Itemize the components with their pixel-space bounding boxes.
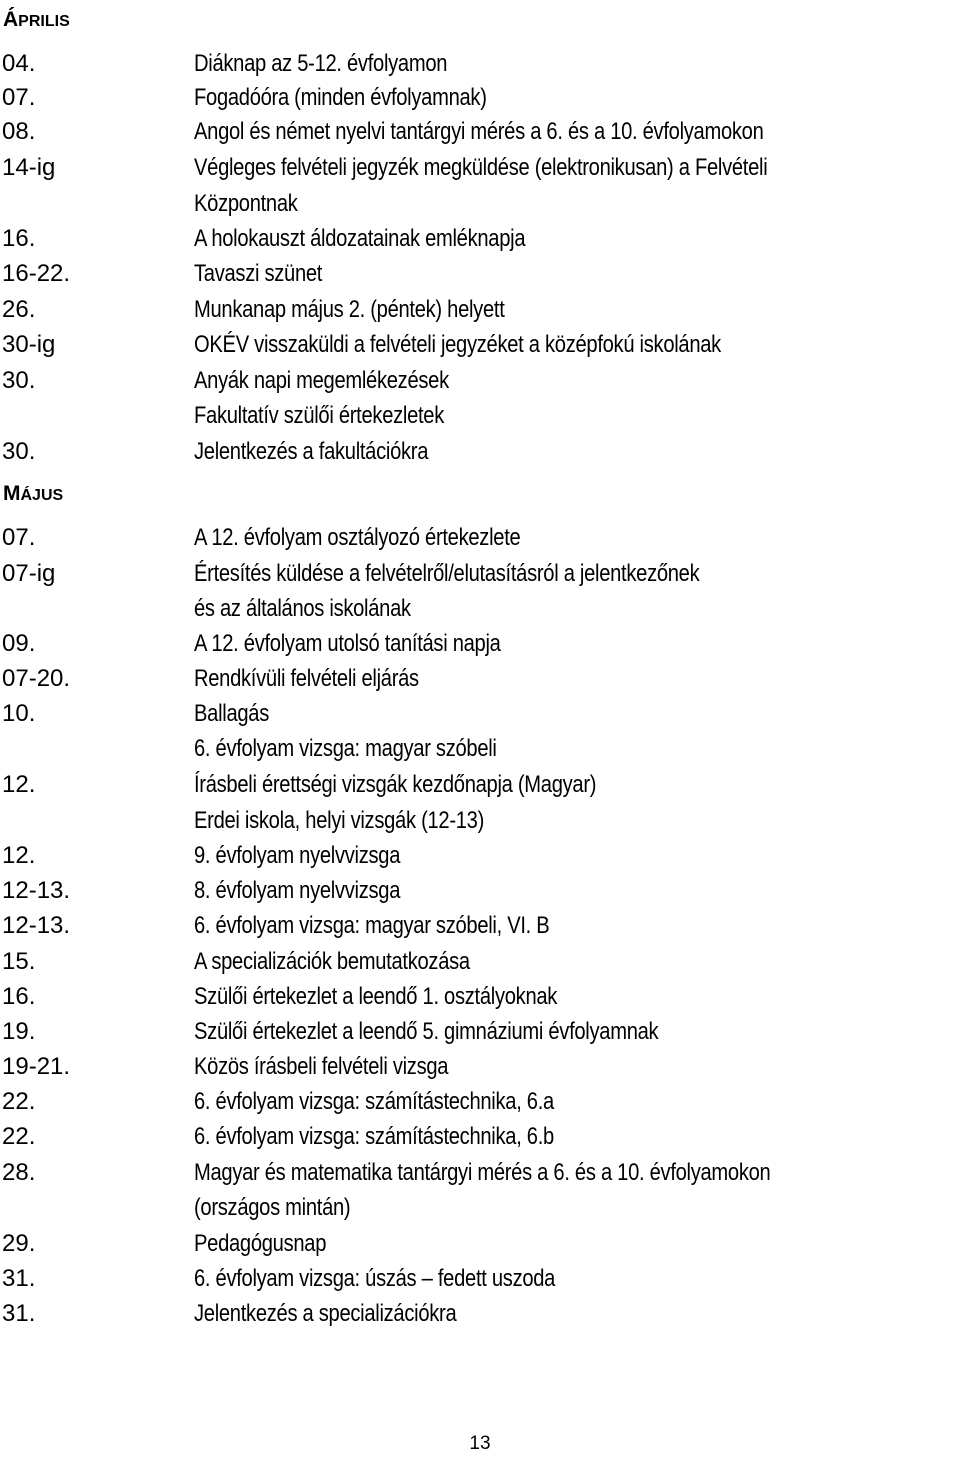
entry-text: A 12. évfolyam osztályozó értekezlete xyxy=(194,524,521,551)
schedule-row xyxy=(0,1085,960,1119)
entry-text: (országos mintán) xyxy=(194,1194,351,1221)
schedule-row xyxy=(0,980,960,1014)
entry-text: Végleges felvételi jegyzék megküldése (elektronikusan) a Felvételi xyxy=(194,154,768,181)
entry-text: Központnak xyxy=(194,190,298,217)
schedule-row-continuation xyxy=(0,1191,960,1225)
schedule-row xyxy=(0,1120,960,1154)
schedule-row xyxy=(0,115,960,149)
schedule-row xyxy=(0,81,960,115)
entry-date: 16. xyxy=(2,983,36,1010)
entry-text: Rendkívüli felvételi eljárás xyxy=(194,665,419,692)
schedule-row xyxy=(0,222,960,256)
entry-text: A specializációk bemutatkozása xyxy=(194,948,470,975)
schedule-row xyxy=(0,47,960,81)
entry-date: 12-13. xyxy=(2,912,71,939)
section-title-cap: Á xyxy=(3,8,19,31)
schedule-row xyxy=(0,1297,960,1331)
schedule-row xyxy=(0,1262,960,1296)
entry-text: Fogadóóra (minden évfolyamnak) xyxy=(194,84,487,111)
entry-text: 6. évfolyam vizsga: magyar szóbeli, VI. B xyxy=(194,912,550,939)
entry-date: 22. xyxy=(2,1088,36,1115)
entry-text: Magyar és matematika tantárgyi mérés a 6. és a 10. évfolyamokon xyxy=(194,1159,771,1186)
entry-text: Erdei iskola, helyi vizsgák (12-13) xyxy=(194,807,484,834)
entry-date: 19-21. xyxy=(2,1053,71,1080)
entry-text: 9. évfolyam nyelvvizsga xyxy=(194,842,401,869)
schedule-row xyxy=(0,364,960,398)
page-number: 13 xyxy=(469,1433,491,1454)
entry-text: 6. évfolyam vizsga: számítástechnika, 6.b xyxy=(194,1123,554,1150)
entry-date: 07-ig xyxy=(2,560,56,587)
entry-date: 15. xyxy=(2,948,36,975)
entry-text: Tavaszi szünet xyxy=(194,260,323,287)
entry-text: Jelentkezés a fakultációkra xyxy=(194,438,429,465)
schedule-row-continuation xyxy=(0,804,960,838)
entry-text: Jelentkezés a specializációkra xyxy=(194,1300,457,1327)
schedule-row-continuation xyxy=(0,399,960,433)
entry-date: 14-ig xyxy=(2,154,56,181)
schedule-row xyxy=(0,521,960,555)
section-title-cap: M xyxy=(3,482,21,505)
entry-text: Ballagás xyxy=(194,700,269,727)
entry-text: OKÉV visszaküldi a felvételi jegyzéket a középfokú iskolának xyxy=(194,331,721,358)
schedule-row xyxy=(0,557,960,591)
schedule-row xyxy=(0,1227,960,1261)
entry-text: A holokauszt áldozatainak emléknapja xyxy=(194,225,526,252)
entry-text: Munkanap május 2. (péntek) helyett xyxy=(194,296,505,323)
entry-date: 16. xyxy=(2,225,36,252)
section-title-aprilis xyxy=(3,10,70,32)
entry-text: Angol és német nyelvi tantárgyi mérés a 6. és a 10. évfolyamokon xyxy=(194,118,764,145)
schedule-row xyxy=(0,1050,960,1084)
entry-text: 6. évfolyam vizsga: magyar szóbeli xyxy=(194,735,497,762)
entry-text: Diáknap az 5-12. évfolyamon xyxy=(194,50,448,77)
entry-text: 8. évfolyam nyelvvizsga xyxy=(194,877,401,904)
schedule-row xyxy=(0,1015,960,1049)
schedule-row xyxy=(0,627,960,661)
entry-date: 07. xyxy=(2,524,36,551)
schedule-row xyxy=(0,768,960,802)
schedule-row xyxy=(0,293,960,327)
schedule-row xyxy=(0,945,960,979)
entry-text: és az általános iskolának xyxy=(194,595,411,622)
schedule-row-continuation xyxy=(0,187,960,221)
entry-text: A 12. évfolyam utolsó tanítási napja xyxy=(194,630,501,657)
entry-text: Szülői értekezlet a leendő 1. osztályoknak xyxy=(194,983,558,1010)
entry-date: 31. xyxy=(2,1265,36,1292)
entry-text: 6. évfolyam vizsga: számítástechnika, 6.a xyxy=(194,1088,554,1115)
schedule-row-continuation xyxy=(0,732,960,766)
schedule-row xyxy=(0,839,960,873)
entry-date: 30-ig xyxy=(2,331,56,358)
schedule-row xyxy=(0,662,960,696)
entry-text: 6. évfolyam vizsga: úszás – fedett uszoda xyxy=(194,1265,556,1292)
entry-date: 08. xyxy=(2,118,36,145)
entry-date: 26. xyxy=(2,296,36,323)
section-title-majus xyxy=(3,484,63,506)
entry-text: Fakultatív szülői értekezletek xyxy=(194,402,445,429)
entry-date: 12. xyxy=(2,842,36,869)
entry-date: 07. xyxy=(2,84,36,111)
entry-text: Írásbeli érettségi vizsgák kezdőnapja (Magyar) xyxy=(194,771,597,798)
entry-date: 09. xyxy=(2,630,36,657)
entry-date: 04. xyxy=(2,50,36,77)
entry-date: 12-13. xyxy=(2,877,71,904)
section-title-rest: PRILIS xyxy=(18,13,70,30)
entry-date: 31. xyxy=(2,1300,36,1327)
entry-date: 30. xyxy=(2,367,36,394)
entry-date: 30. xyxy=(2,438,36,465)
schedule-row xyxy=(0,1156,960,1190)
schedule-row xyxy=(0,697,960,731)
entry-text: Anyák napi megemlékezések xyxy=(194,367,449,394)
entry-date: 12. xyxy=(2,771,36,798)
entry-date: 22. xyxy=(2,1123,36,1150)
entry-text: Szülői értekezlet a leendő 5. gimnáziumi évfolyamnak xyxy=(194,1018,659,1045)
entry-date: 16-22. xyxy=(2,260,71,287)
entry-date: 19. xyxy=(2,1018,36,1045)
entry-date: 10. xyxy=(2,700,36,727)
section-title-rest: ÁJUS xyxy=(20,487,64,504)
schedule-row xyxy=(0,151,960,185)
schedule-row xyxy=(0,257,960,291)
entry-text: Értesítés küldése a felvételről/elutasításról a jelentkezőnek xyxy=(194,560,700,587)
schedule-row xyxy=(0,874,960,908)
schedule-row xyxy=(0,435,960,469)
entry-text: Közös írásbeli felvételi vizsga xyxy=(194,1053,449,1080)
entry-date: 28. xyxy=(2,1159,36,1186)
entry-date: 07-20. xyxy=(2,665,71,692)
schedule-row-continuation xyxy=(0,592,960,626)
schedule-row xyxy=(0,909,960,943)
entry-text: Pedagógusnap xyxy=(194,1230,327,1257)
entry-date: 29. xyxy=(2,1230,36,1257)
schedule-row xyxy=(0,328,960,362)
